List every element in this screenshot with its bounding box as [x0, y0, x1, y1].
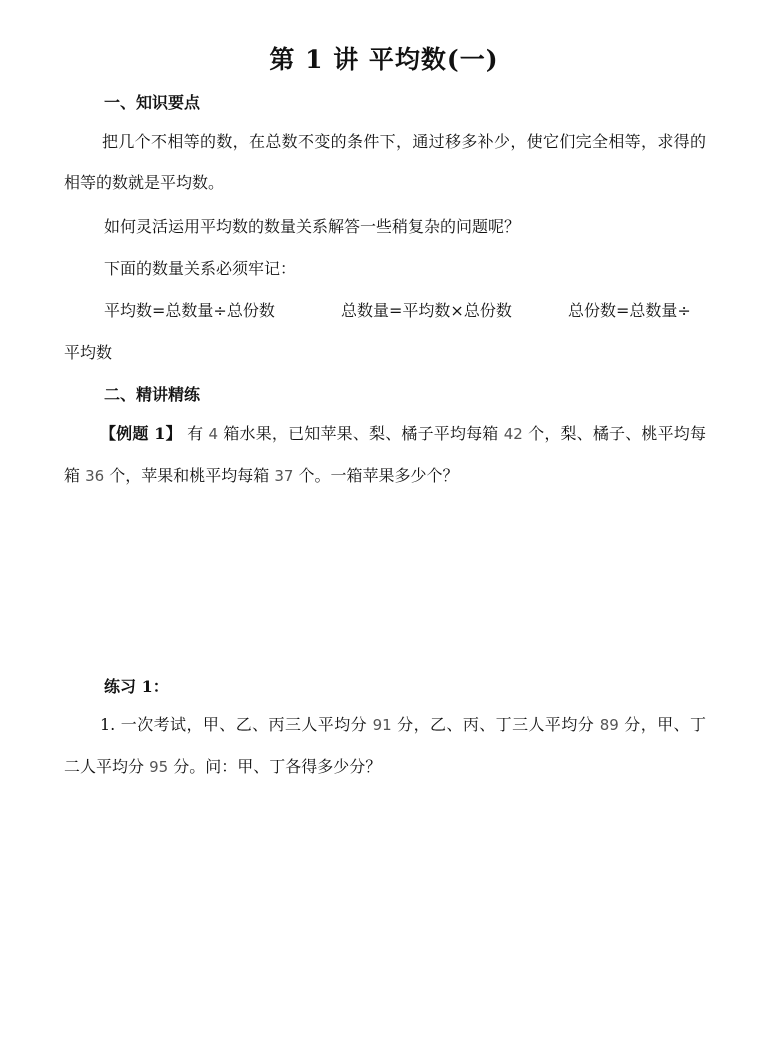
formula-count-tail: 平均数	[64, 343, 113, 362]
example-text: 有	[181, 424, 209, 443]
formula-count: 总份数=总数量÷	[568, 301, 691, 320]
practice-number: 95	[149, 758, 169, 776]
practice-text: 分，乙、丙、丁三人平均分	[391, 715, 600, 734]
example-number: 37	[274, 467, 294, 485]
paragraph-remember: 下面的数量关系必须牢记：	[104, 259, 297, 278]
practice-text: 分，甲、丁二人平均分	[64, 715, 706, 776]
practice-number: 91	[372, 716, 392, 734]
practice-question-1	[64, 704, 706, 788]
example-number: 42	[503, 425, 523, 443]
example-1-tag: 【例题 1】	[100, 424, 182, 443]
example-number: 36	[85, 467, 105, 485]
example-text: 个，梨、橘子、桃平均每箱	[64, 424, 706, 485]
paragraph-definition: 把几个不相等的数，在总数不变的条件下，通过移多补少，使它们完全相等，求得的相等的数就是平均数。	[64, 132, 706, 192]
practice-heading: 练习 1：	[104, 677, 169, 696]
practice-text: 分。问：甲、丁各得多少分？	[168, 757, 382, 776]
practice-number: 89	[599, 716, 619, 734]
paragraph-question: 如何灵活运用平均数的数量关系解答一些稍复杂的问题呢？	[104, 217, 521, 236]
example-text: 个。一箱苹果多少个？	[293, 466, 459, 485]
example-text: 个，苹果和桃平均每箱	[104, 466, 275, 485]
formula-total: 总数量=平均数×总份数	[341, 301, 512, 320]
section-heading-knowledge: 一、知识要点	[104, 93, 201, 112]
example-1-paragraph	[64, 413, 706, 497]
formula-average: 平均数=总数量÷总份数	[104, 301, 275, 320]
example-text: 箱水果，已知苹果、梨、橘子平均每箱	[218, 424, 504, 443]
section-heading-lecture: 二、精讲精练	[104, 385, 201, 404]
practice-text: 1. 一次考试，甲、乙、丙三人平均分	[100, 715, 373, 734]
example-number: 4	[208, 425, 219, 443]
page-title: 第 1 讲 平均数(一)	[269, 45, 499, 74]
